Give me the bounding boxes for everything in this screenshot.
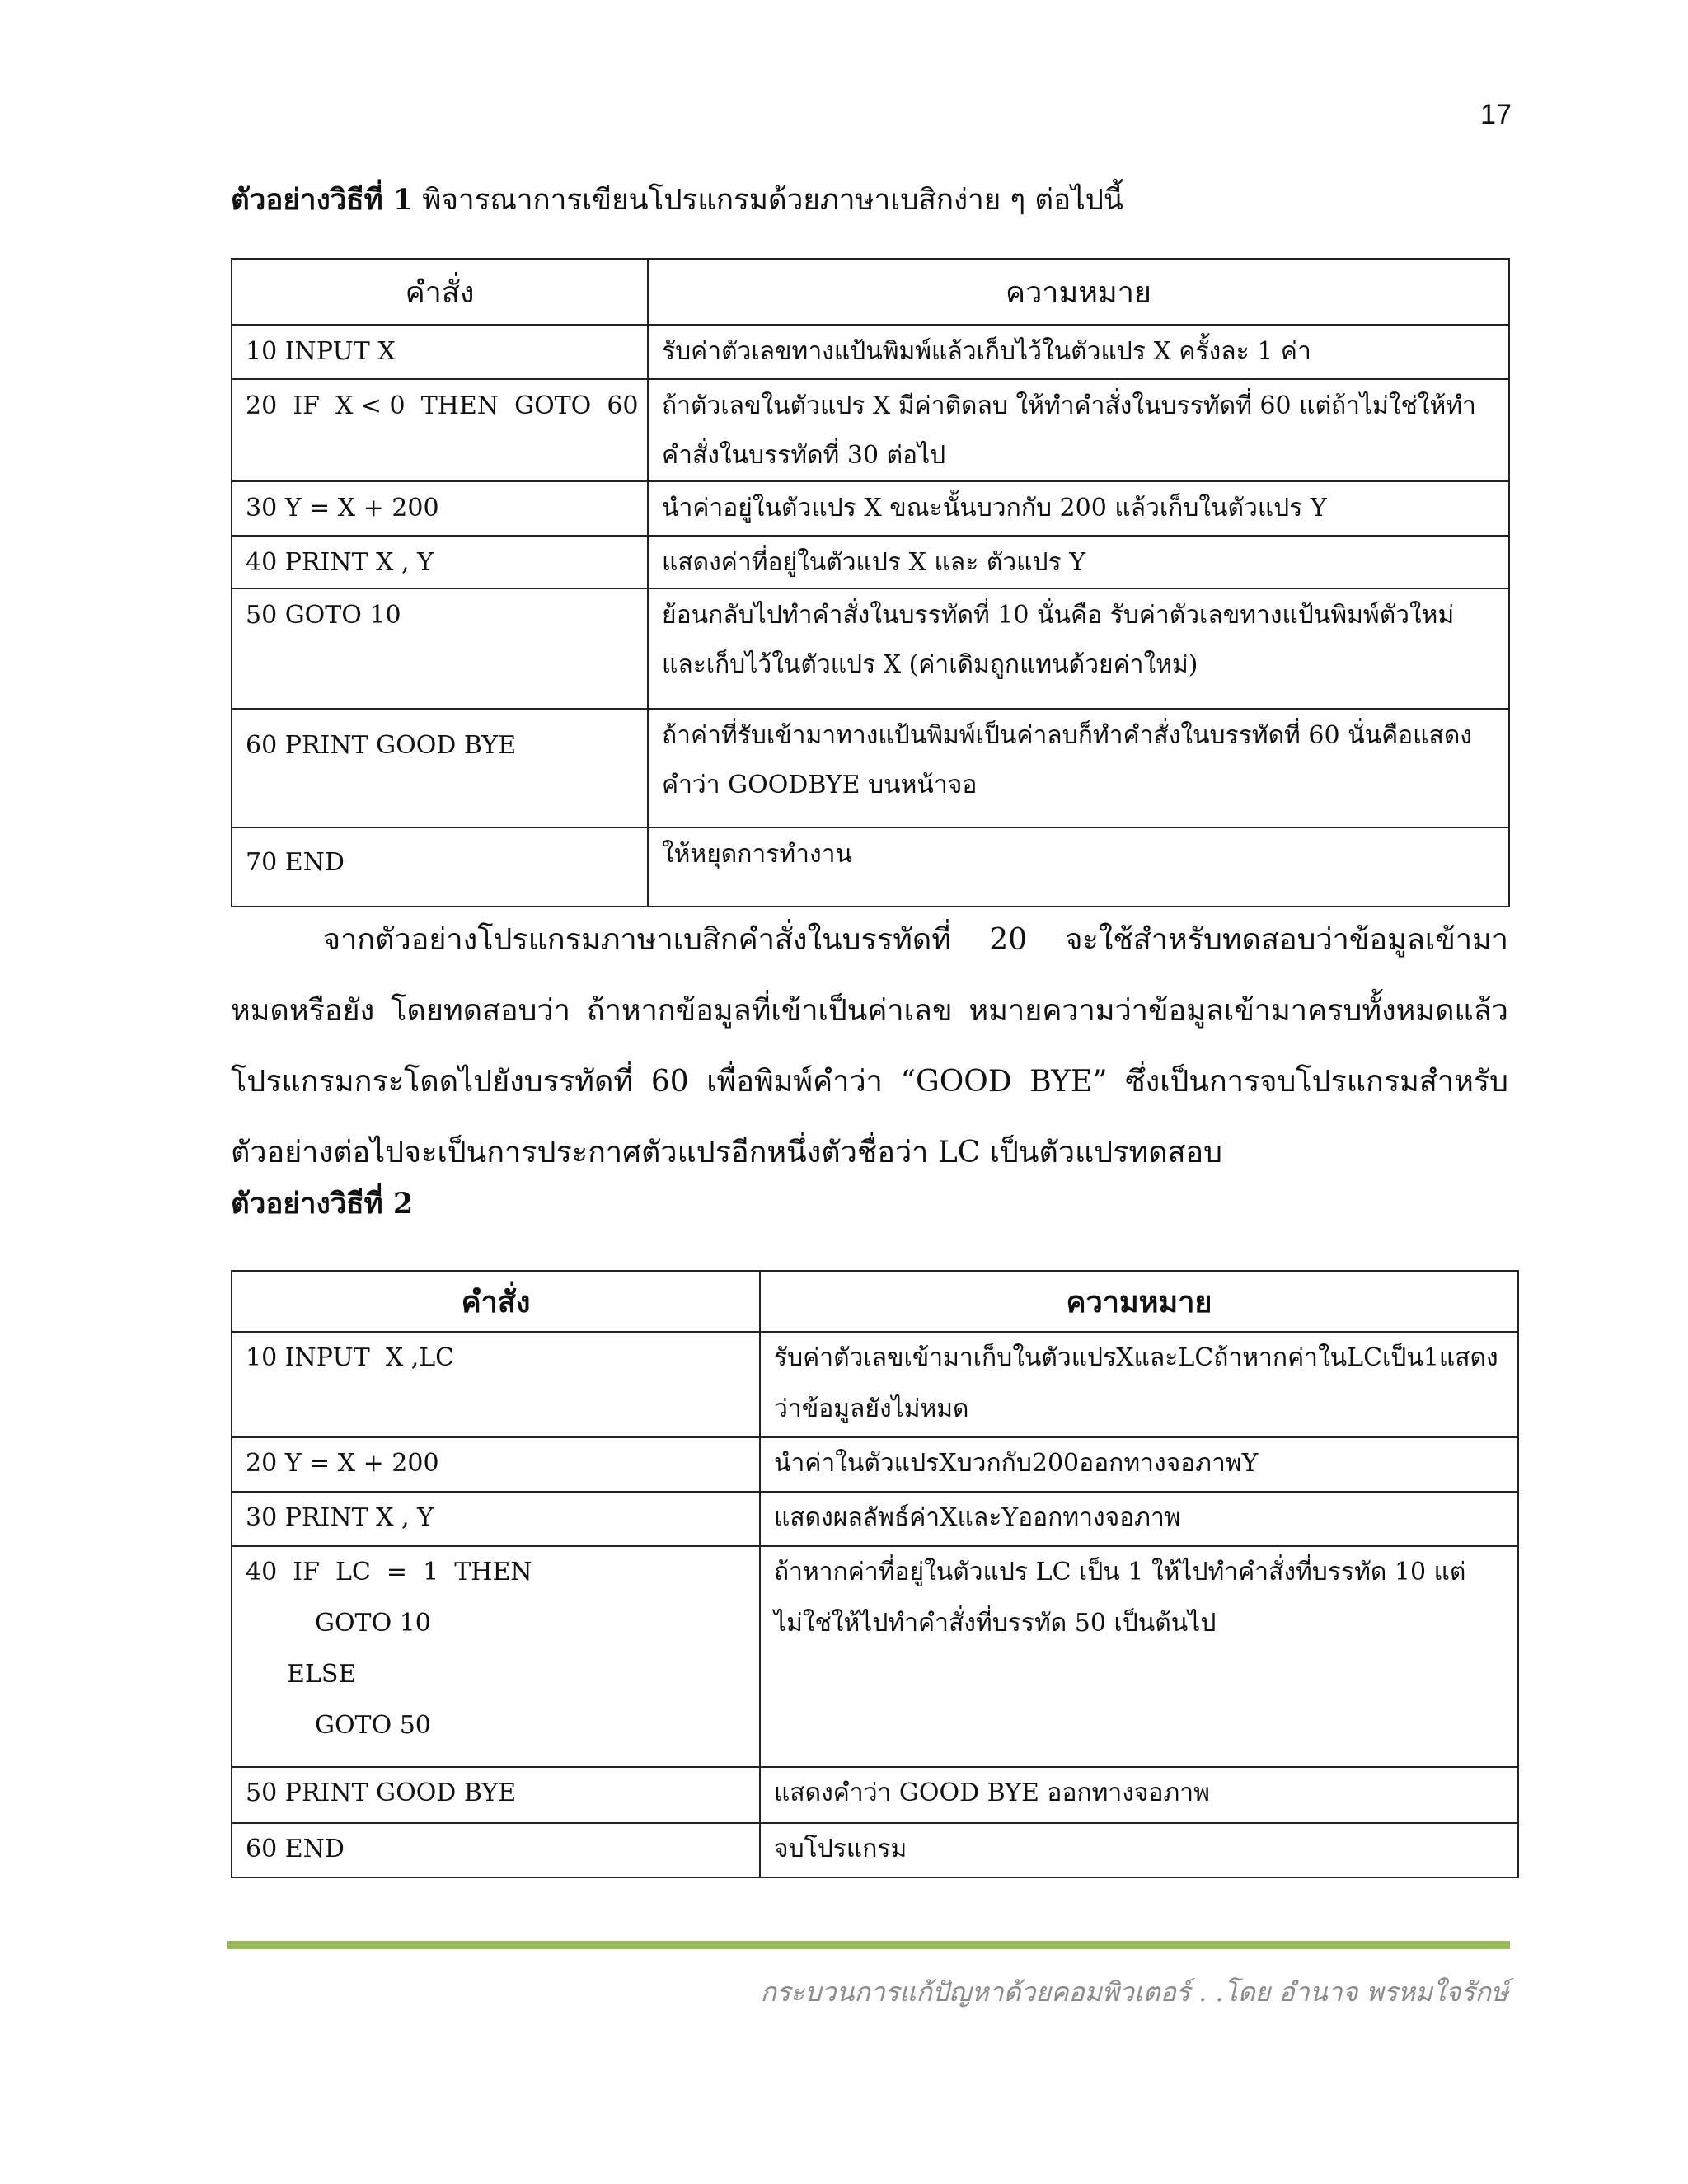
meaning-cell: แสดงค่าที่อยู่ในตัวแปร X และ ตัวแปร Y [648, 536, 1509, 588]
page-number: 17 [1480, 99, 1512, 130]
command-cell [232, 1546, 760, 1767]
explanation-paragraph: จากตัวอย่างโปรแกรมภาษาเบสิกคำสั่งในบรรทัดที่ 20 จะใช้สำหรับทดสอบว่าข้อมูลเข้ามาหมดหรือยัง โดยทดสอบว่า ถ้าหากข้อมูลที่เข้าเป็นค่าเลข หมายความว่าข้อมูลเข้ามาครบทั้งหมดแล้วโปรแกรมกระโดดไปยังบรรทัดที่ 60 เพื่อพิมพ์คำว่า “GOOD BYE” ซึ่งเป็นการจบโปรแกรมสำหรับตัวอย่างต่อไปจะเป็นการประกาศตัวแปรอีกหนึ่งตัวชื่อว่า LC เป็นตัวแปรทดสอบ [231, 923, 1508, 1169]
table-row [232, 1492, 1518, 1546]
code-line: 40 IF LC = 1 THEN [246, 1558, 532, 1586]
example-1-label: ตัวอย่างวิธีที่ 1 [231, 183, 414, 217]
meaning-cell: ให้หยุดการทำงาน [648, 827, 1509, 907]
code-line: 60 END [246, 1835, 345, 1863]
command-cell [232, 1823, 760, 1877]
example-1-description: พิจารณาการเขียนโปรแกรมด้วยภาษาเบสิกง่าย ๆ ต่อไปนี้ [413, 184, 1123, 217]
table-row [232, 1823, 1518, 1877]
table1-header-command: คำสั่ง [232, 259, 648, 325]
meaning-cell: รับค่าตัวเลขทางแป้นพิมพ์แล้วเก็บไว้ในตัวแปร X ครั้งละ 1 ค่า [648, 325, 1509, 379]
table-row [232, 827, 1509, 907]
example-2-heading: ตัวอย่างวิธีที่ 2 [231, 1187, 414, 1221]
table-row [232, 709, 1509, 827]
code-line: GOTO 50 [315, 1711, 431, 1740]
table-row [232, 1332, 1518, 1437]
table-row [232, 588, 1509, 709]
meaning-cell: นำค่าอยู่ในตัวแปร X ขณะนั้นบวกกับ 200 แล้วเก็บในตัวแปร Y [648, 481, 1509, 536]
table-row [232, 1767, 1518, 1823]
footer-divider [227, 1941, 1510, 1949]
table-row [232, 481, 1509, 536]
meaning-cell: ย้อนกลับไปทำคำสั่งในบรรทัดที่ 10 นั่นคือ รับค่าตัวเลขทางแป้นพิมพ์ตัวใหม่และเก็บไว้ในตัวแปร X (ค่าเดิมถูกแทนด้วยค่าใหม่) [648, 588, 1509, 709]
meaning-cell: ถ้าหากค่าที่อยู่ในตัวแปร LC เป็น 1 ให้ไปทำคำสั่งที่บรรทัด 10 แต่ไม่ใช่ให้ไปทำคำสั่งที่บรรทัด 50 เป็นต้นไป [760, 1546, 1518, 1767]
table-row [232, 536, 1509, 588]
command-cell: 20 IF X < 0 THEN GOTO 60 [232, 379, 648, 481]
code-line: 50 PRINT GOOD BYE [246, 1779, 517, 1807]
meaning-cell: รับค่าตัวเลขเข้ามาเก็บในตัวแปรXและLCถ้าหากค่าในLCเป็น1แสดงว่าข้อมูลยังไม่หมด [760, 1332, 1518, 1437]
example-1-table [231, 258, 1510, 907]
code-line: 20 Y = X + 200 [246, 1449, 439, 1478]
table-row [232, 1546, 1518, 1767]
meaning-cell: จบโปรแกรม [760, 1823, 1518, 1877]
command-cell: 40 PRINT X , Y [232, 536, 648, 588]
meaning-cell: ถ้าค่าที่รับเข้ามาทางแป้นพิมพ์เป็นค่าลบก็ทำคำสั่งในบรรทัดที่ 60 นั่นคือแสดงคำว่า GOODBYE บนหน้าจอ [648, 709, 1509, 827]
meaning-cell: นำค่าในตัวแปรXบวกกับ200ออกทางจอภาพY [760, 1437, 1518, 1492]
command-cell [232, 1437, 760, 1492]
command-cell: 60 PRINT GOOD BYE [232, 709, 648, 827]
command-cell: 10 INPUT X [232, 325, 648, 379]
table2-header-command: คำสั่ง [232, 1271, 760, 1332]
meaning-cell: แสดงผลลัพธ์ค่าXและYออกทางจอภาพ [760, 1492, 1518, 1546]
table-row [232, 379, 1509, 481]
command-cell [232, 1492, 760, 1546]
command-cell [232, 1332, 760, 1437]
example-2-table [231, 1270, 1519, 1878]
table1-header-meaning: ความหมาย [648, 259, 1509, 325]
example-1-heading [231, 183, 1123, 218]
command-cell: 30 Y = X + 200 [232, 481, 648, 536]
command-cell: 50 GOTO 10 [232, 588, 648, 709]
code-line: GOTO 10 [315, 1609, 431, 1638]
code-line: 10 INPUT X ,LC [246, 1343, 455, 1372]
meaning-cell: แสดงคำว่า GOOD BYE ออกทางจอภาพ [760, 1767, 1518, 1823]
meaning-cell: ถ้าตัวเลขในตัวแปร X มีค่าติดลบ ให้ทำคำสั่งในบรรทัดที่ 60 แต่ถ้าไม่ใช่ให้ทำคำสั่งในบรรทัดที่ 30 ต่อไป [648, 379, 1509, 481]
command-cell: 70 END [232, 827, 648, 907]
table-row [232, 1437, 1518, 1492]
command-cell [232, 1767, 760, 1823]
table-row [232, 325, 1509, 379]
code-line: 30 PRINT X , Y [246, 1503, 434, 1532]
footer-credit: กระบวนการแก้ปัญหาด้วยคอมพิวเตอร์ . .โดย อำนาจ พรหมใจรักษ์ [760, 1976, 1508, 2008]
table2-header-meaning: ความหมาย [760, 1271, 1518, 1332]
code-line: ELSE [287, 1660, 357, 1689]
